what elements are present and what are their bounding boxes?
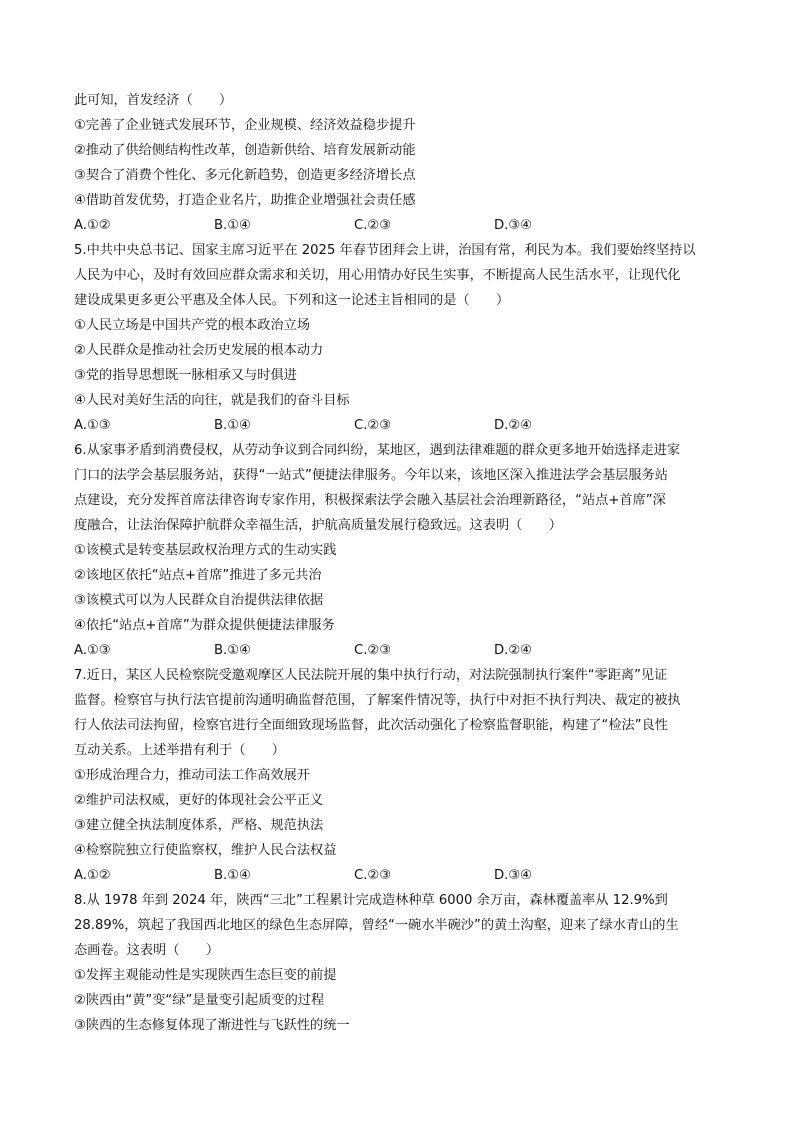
option: ②陕西由“黄”变“绿”是量变引起质变的过程 bbox=[74, 993, 325, 1008]
question-7 bbox=[74, 663, 724, 888]
option: ③陕西的生态修复体现了渐进性与飞跃性的统一 bbox=[74, 1018, 350, 1033]
question-stem: 此可知，首发经济（ ） bbox=[74, 93, 233, 108]
answer-choices bbox=[74, 638, 724, 663]
question-stem-line: 建设成果更多更公平惠及全体人民。下列和这一论述主旨相同的是（ ） bbox=[74, 293, 510, 308]
choice-c[interactable]: C.②③ bbox=[354, 418, 392, 433]
choice-a[interactable]: A.①③ bbox=[74, 418, 111, 433]
choice-d[interactable]: D.②④ bbox=[494, 418, 532, 433]
question-stem-line: 互动关系。上述举措有利于（ ） bbox=[74, 743, 285, 758]
question-stem-line: 态画卷。这表明（ ） bbox=[74, 943, 220, 958]
question-stem-line: 人民为中心，及时有效回应群众需求和关切，用心用情办好民生实事，不断提高人民生活水平，让现代化 bbox=[74, 268, 681, 283]
option: ①人民立场是中国共产党的根本政治立场 bbox=[74, 318, 311, 333]
question-8 bbox=[74, 888, 724, 1038]
choice-c[interactable]: C.②③ bbox=[354, 868, 392, 883]
question-6 bbox=[74, 438, 724, 663]
choice-c[interactable]: C.②③ bbox=[354, 643, 392, 658]
option: ②人民群众是推动社会历史发展的根本动力 bbox=[74, 343, 324, 358]
option: ③契合了消费个性化、多元化新趋势，创造更多经济增长点 bbox=[74, 168, 416, 183]
question-stem-line: 点建设，充分发挥首席法律咨询专家作用，积极探索法学会融入基层社会治理新路径，“站点+首席”深 bbox=[74, 493, 666, 508]
option: ③建立健全执法制度体系，严格、规范执法 bbox=[74, 818, 324, 833]
question-stem-line: 5.中共中央总书记、国家主席习近平在 2025 年春节团拜会上讲，治国有常，利民为本。我们要始终坚持以 bbox=[74, 243, 696, 258]
choice-a[interactable]: A.①③ bbox=[74, 643, 111, 658]
option: ④检察院独立行使监察权，维护人民合法权益 bbox=[74, 843, 337, 858]
answer-choices bbox=[74, 413, 724, 438]
option: ④人民对美好生活的向往，就是我们的奋斗目标 bbox=[74, 393, 350, 408]
choice-d[interactable]: D.③④ bbox=[494, 218, 532, 233]
option: ①形成治理合力，推动司法工作高效展开 bbox=[74, 768, 311, 783]
choice-a[interactable]: A.①② bbox=[74, 868, 111, 883]
option: ③党的指导思想既一脉相承又与时俱进 bbox=[74, 368, 297, 383]
option: ②维护司法权威，更好的体现社会公平正义 bbox=[74, 793, 324, 808]
question-stem-line: 6.从家事矛盾到消费侵权，从劳动争议到合同纠纷，某地区，遇到法律难题的群众更多地开始选择走进家 bbox=[74, 443, 681, 458]
option: ③该模式可以为人民群众自治提供法律依据 bbox=[74, 593, 324, 608]
option: ④借助首发优势，打造企业名片，助推企业增强社会责任感 bbox=[74, 193, 416, 208]
option: ②推动了供给侧结构性改革，创造新供给、培育发展新动能 bbox=[74, 143, 416, 158]
question-stem-line: 监督。检察官与执行法官提前沟通明确监督范围，了解案件情况等，执行中对拒不执行判决、裁定的被执 bbox=[74, 693, 681, 708]
option: ②该地区依托“站点+首席”推进了多元共治 bbox=[74, 568, 322, 583]
question-stem-line: 8.从 1978 年到 2024 年，陕西“三北”工程累计完成造林种草 6000 余万亩，森林覆盖率从 12.9%到 bbox=[74, 893, 668, 908]
choice-a[interactable]: A.①② bbox=[74, 218, 111, 233]
choice-c[interactable]: C.②③ bbox=[354, 218, 392, 233]
option: ①该模式是转变基层政权治理方式的生动实践 bbox=[74, 543, 337, 558]
question-stem-line: 7.近日，某区人民检察院受邀观摩区人民法院开展的集中执行行动，对法院强制执行案件“零距离”见证 bbox=[74, 668, 668, 683]
choice-b[interactable]: B.①④ bbox=[214, 643, 251, 658]
question-4 bbox=[74, 88, 724, 238]
question-stem-line: 28.89%，筑起了我国西北地区的绿色生态屏障，曾经“一碗水半碗沙”的黄土沟壑，迎来了绿水青山的生 bbox=[74, 918, 679, 933]
question-5 bbox=[74, 238, 724, 438]
exam-page bbox=[74, 88, 724, 1038]
choice-b[interactable]: B.①④ bbox=[214, 218, 251, 233]
choice-d[interactable]: D.③④ bbox=[494, 868, 532, 883]
option: ①完善了企业链式发展环节，企业规模、经济效益稳步提升 bbox=[74, 118, 416, 133]
choice-b[interactable]: B.①④ bbox=[214, 868, 251, 883]
choice-d[interactable]: D.②④ bbox=[494, 643, 532, 658]
answer-choices bbox=[74, 863, 724, 888]
question-stem-line: 门口的法学会基层服务站，获得“一站式”便捷法律服务。今年以来，该地区深入推进法学会基层服务站 bbox=[74, 468, 668, 483]
question-stem-line: 度融合，让法治保障护航群众幸福生活，护航高质量发展行稳致远。这表明（ ） bbox=[74, 518, 562, 533]
choice-b[interactable]: B.①④ bbox=[214, 418, 251, 433]
option: ④依托“站点+首席”为群众提供便捷法律服务 bbox=[74, 618, 335, 633]
answer-choices bbox=[74, 213, 724, 238]
question-stem-line: 行人依法司法拘留，检察官进行全面细致现场监督，此次活动强化了检察监督职能，构建了“检法”良性 bbox=[74, 718, 668, 733]
option: ①发挥主观能动性是实现陕西生态巨变的前提 bbox=[74, 968, 337, 983]
